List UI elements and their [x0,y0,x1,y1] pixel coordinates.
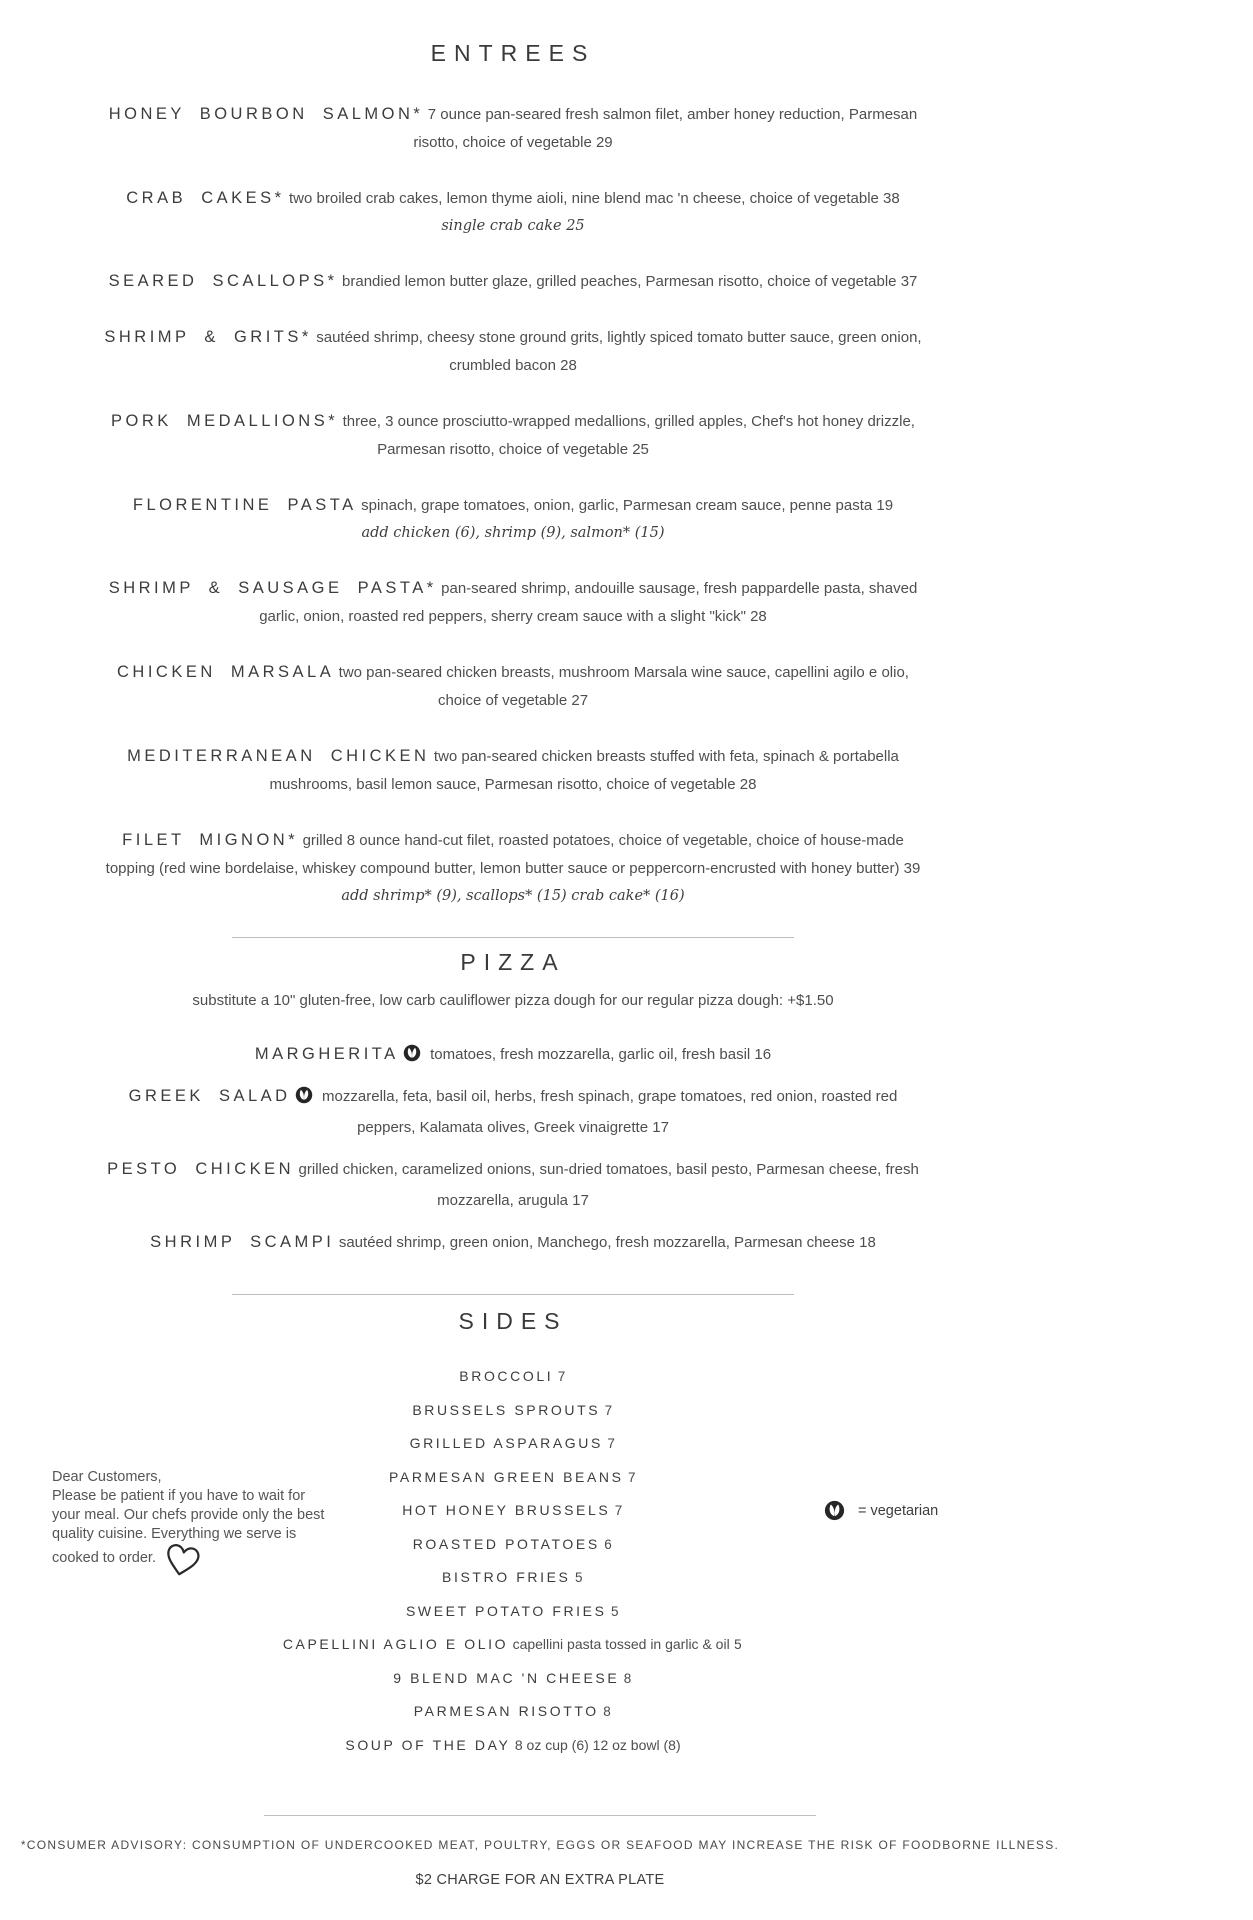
menu-item-pork-medallions [103,407,923,464]
item-description: capellini pasta tossed in garlic & oil [512,1636,730,1652]
menu-item-mediterranean-chicken [103,742,923,799]
divider-pizza-sides [232,1294,794,1295]
item-description: tomatoes, fresh mozzarella, garlic oil, fresh basil 16 [430,1046,772,1063]
item-price: 6 [604,1536,614,1552]
item-name: BROCCOLI [459,1368,554,1384]
side-item-soup-of-the-day [103,1729,923,1763]
item-description: pan-seared shrimp, andouille sausage, fresh pappardelle pasta, shaved garlic, onion, roasted red peppers, sherry cream sauce with a slight "kick" 28 [259,580,918,625]
item-description: grilled chicken, caramelized onions, sun-dried tomatoes, basil pesto, Parmesan cheese, fresh mozzarella, arugula 17 [298,1161,919,1209]
item-name: SHRIMP & GRITS* [104,328,312,346]
menu-item-honey-bourbon-salmon [103,100,923,157]
item-description: two pan-seared chicken breasts stuffed with feta, spinach & portabella mushrooms, basil lemon sauce, Parmesan risotto, choice of vegetable 28 [269,748,899,793]
extra-plate-note: $2 CHARGE FOR AN EXTRA PLATE [415,1872,665,1888]
item-description: sautéed shrimp, green onion, Manchego, fresh mozzarella, Parmesan cheese 18 [338,1234,876,1251]
item-name: PARMESAN RISOTTO [413,1703,599,1719]
item-price: 7 [628,1469,638,1485]
item-name: SHRIMP & SAUSAGE PASTA* [108,579,437,597]
item-description: spinach, grape tomatoes, onion, garlic, Parmesan cream sauce, penne pasta 19 [361,497,894,514]
side-item-9-blend-mac-n-cheese [103,1662,923,1696]
side-item-sweet-potato-fries [103,1595,923,1629]
menu-item-seared-scallops [103,267,923,296]
item-name: ROASTED POTATOES [412,1535,600,1552]
item-description: mozzarella, feta, basil oil, herbs, fresh spinach, grape tomatoes, red onion, roasted red peppers, Kalamata olives, Greek vinaigrette 17 [322,1088,898,1136]
item-price: 7 [614,1503,624,1518]
vegetarian-legend-label: = vegetarian [858,1502,939,1519]
pizza-subtitle: substitute a 10" gluten-free, low carb cauliflower pizza dough for our regular pizza dough: +$1.50 [192,992,834,1009]
item-price: 7 [607,1436,617,1451]
menu-item-shrimp-and-grits [103,323,923,380]
item-name: SWEET POTATO FRIES [405,1602,607,1619]
item-price: 8 [603,1704,613,1719]
side-item-broccoli [103,1360,923,1394]
item-name: PESTO CHICKEN [107,1160,295,1178]
item-price: 7 [557,1369,567,1384]
item-name: CHICKEN MARSALA [117,663,335,681]
item-name: 9 BLEND MAC 'N CHEESE [393,1669,620,1686]
vegetarian-legend [820,1500,938,1521]
item-name: CAPELLINI AGLIO E OLIO [282,1636,509,1652]
pizza-title: PIZZA [460,949,566,975]
item-name: BRUSSELS SPROUTS [412,1401,601,1418]
item-name: SEARED SCALLOPS* [108,272,338,290]
item-description: two pan-seared chicken breasts, mushroom Marsala wine sauce, capellini agilo e olio, choice of vegetable 27 [338,664,909,709]
item-description: 7 ounce pan-seared fresh salmon filet, amber honey reduction, Parmesan risotto, choice of vegetable 29 [413,106,918,151]
menu-item-filet-mignon [103,826,923,910]
menu-item-greek-salad [103,1081,923,1143]
item-name: MEDITERRANEAN CHICKEN [127,747,430,765]
item-name: PARMESAN GREEN BEANS [388,1468,624,1485]
divider-footer [264,1815,816,1816]
menu-item-florentine-pasta [103,491,923,547]
customer-note-greeting: Dear Customers, [52,1469,162,1485]
item-description: grilled 8 ounce hand-cut filet, roasted potatoes, choice of vegetable, choice of house-made topping (red wine bordelaise, whiskey compound butter, lemon butter sauce or peppercorn-encrusted with honey butter) 39 [105,832,921,877]
menu-item-crab-cakes [103,184,923,240]
item-name: HONEY BOURBON SALMON* [108,105,424,123]
item-price: 8 [623,1670,633,1686]
entrees-title: ENTREES [430,40,596,66]
vegetarian-icon [824,1500,845,1521]
item-name: GRILLED ASPARAGUS [409,1435,603,1451]
item-name: FILET MIGNON* [122,831,299,849]
menu-item-margherita [103,1039,923,1070]
side-item-parmesan-risotto [103,1695,923,1729]
item-description: three, 3 ounce prosciutto-wrapped medallions, grilled apples, Chef's hot honey drizzle, Parmesan risotto, choice of vegetable 25 [342,413,915,458]
menu-item-chicken-marsala [103,658,923,715]
item-description: two broiled crab cakes, lemon thyme aioli, nine blend mac 'n cheese, choice of vegetable 38 [289,190,900,207]
sides-title: SIDES [458,1308,568,1334]
item-price: 7 [604,1402,614,1418]
customer-note [52,1468,328,1578]
item-name: SHRIMP SCAMPI [150,1233,335,1251]
item-note: add chicken (6), shrimp (9), salmon* (15) [361,525,665,541]
side-item-grilled-asparagus [103,1427,923,1461]
item-price: 5 [574,1570,584,1585]
customer-note-body: Please be patient if you have to wait for your meal. Our chefs provide only the best quality cuisine. Everything we serve is cooked to order. [52,1487,328,1578]
item-name: HOT HONEY BRUSSELS [402,1502,611,1518]
pizza-list [103,1039,923,1258]
side-item-capellini-aglio-e-olio [103,1628,923,1662]
item-name: FLORENTINE PASTA [132,496,357,514]
item-note: add shrimp* (9), scallops* (15) crab cake* (16) [341,888,685,904]
item-name: PORK MEDALLIONS* [111,412,339,430]
vegetarian-icon [295,1086,313,1104]
item-description: brandied lemon butter glaze, grilled peaches, Parmesan risotto, choice of vegetable 37 [342,273,918,290]
item-name: SOUP OF THE DAY [345,1736,511,1753]
menu-item-shrimp-and-sausage-pasta [103,574,923,631]
side-item-brussels-sprouts [103,1394,923,1428]
item-price: 5 [611,1603,621,1619]
consumer-advisory: *CONSUMER ADVISORY: CONSUMPTION OF UNDERCOOKED MEAT, POULTRY, EGGS OR SEAFOOD MAY INCREASE THE RISK OF FOODBORNE ILLNESS. [20,1838,1060,1852]
entrees-list [103,100,923,910]
item-name: GREEK SALAD [128,1087,291,1105]
item-description: 8 oz cup (6) 12 oz bowl (8) [514,1736,681,1753]
heart-icon [161,1541,203,1582]
menu-item-shrimp-scampi [103,1227,923,1258]
item-name: CRAB CAKES* [126,189,285,207]
item-price: 5 [734,1637,744,1652]
item-note: single crab cake 25 [441,218,585,234]
item-name: MARGHERITA [254,1045,399,1063]
vegetarian-icon [403,1044,421,1062]
divider-entrees-pizza [232,937,794,938]
item-name: BISTRO FRIES [442,1569,571,1585]
item-description: sautéed shrimp, cheesy stone ground grits, lightly spiced tomato butter sauce, green onion, crumbled bacon 28 [316,329,922,374]
menu-item-pesto-chicken [103,1154,923,1216]
